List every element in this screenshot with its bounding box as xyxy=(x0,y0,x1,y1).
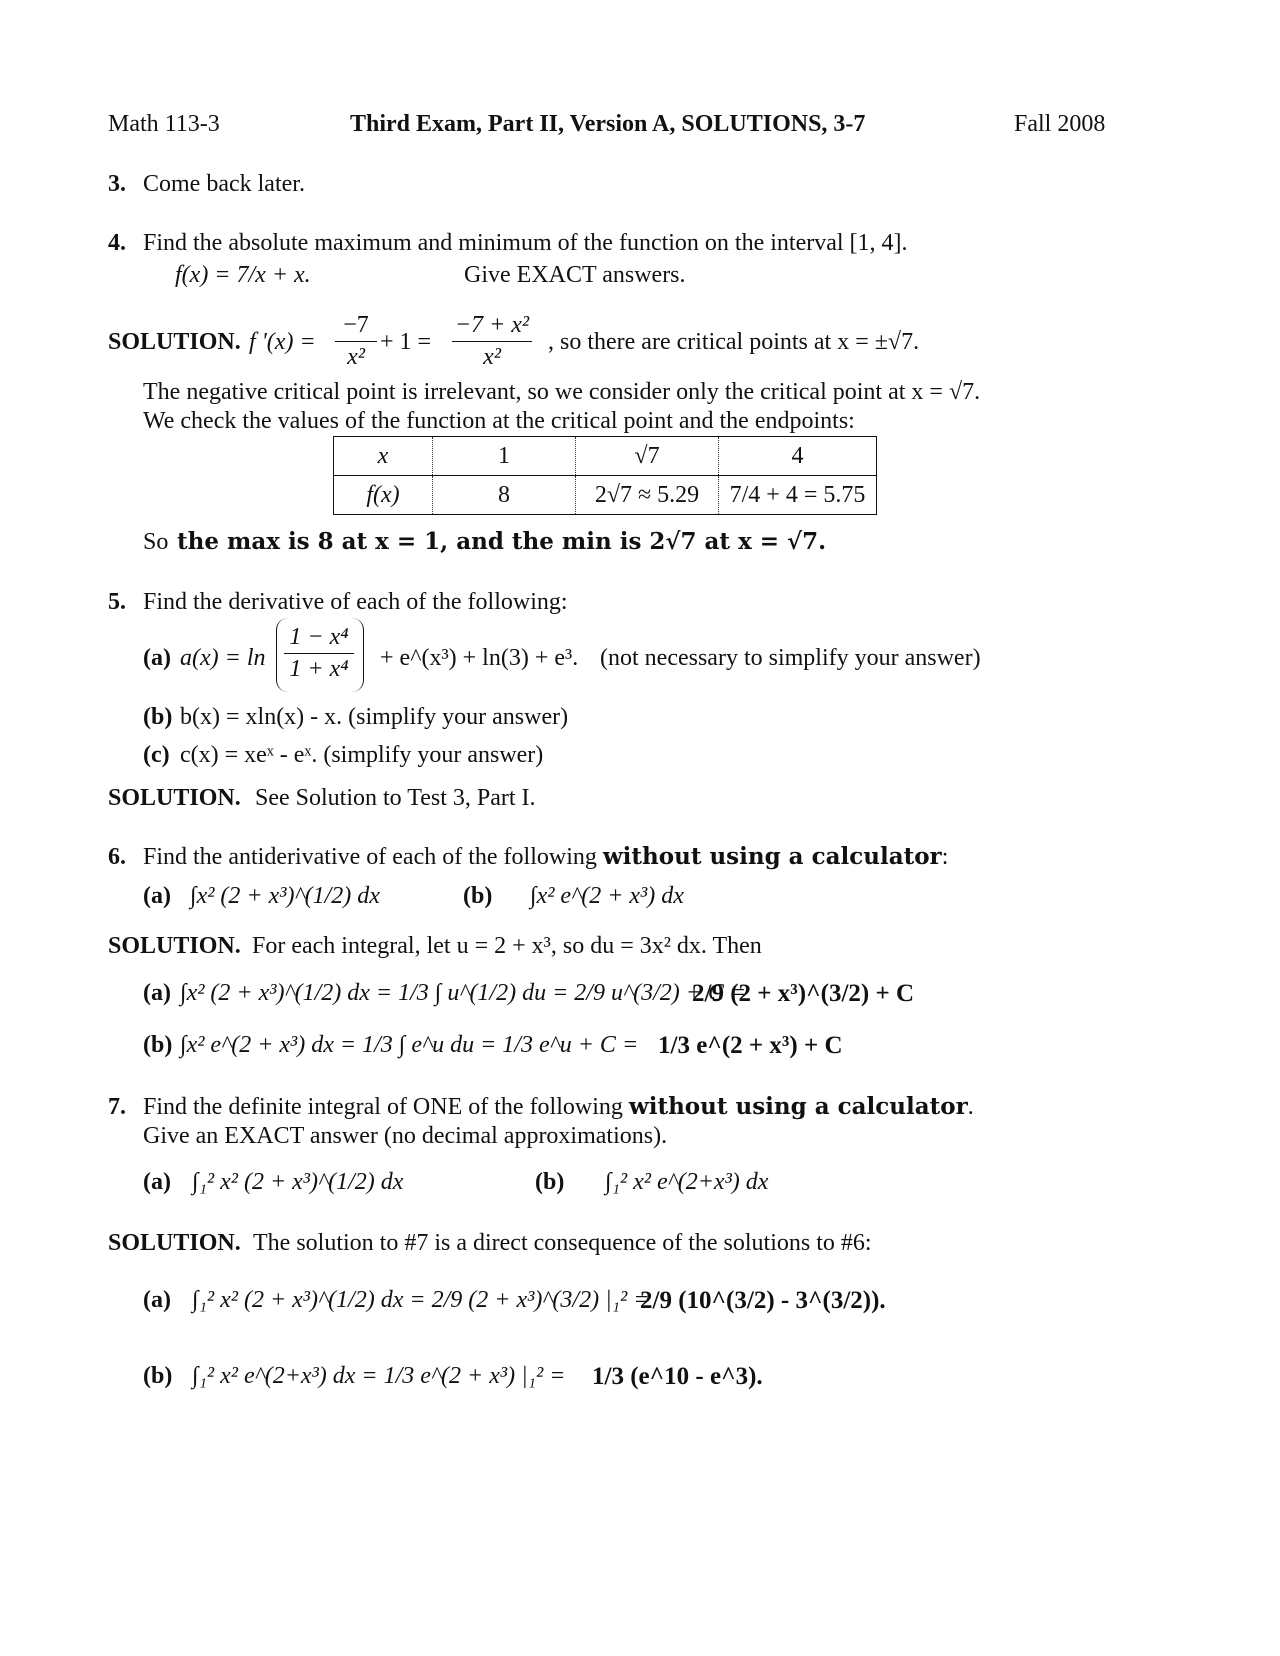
fraction-denominator: 1 + x⁴ xyxy=(289,656,349,682)
problem-4-line-3: We check the values of the function at the critical point and the endpoints: xyxy=(143,408,855,434)
page-title: Third Exam, Part II, Version A, SOLUTIONS, 3-7 xyxy=(350,111,866,137)
problem-7-prompt: Find the definite integral of ONE of the following without using a calculator. xyxy=(143,1093,974,1120)
problem-4-function: f(x) = 7/x + x. xyxy=(175,262,311,288)
problem-7b-integral: ∫₁² x² e^(2+x³) dx xyxy=(605,1169,769,1195)
fraction-2-numerator: −7 + x² xyxy=(452,312,532,342)
table-cell: 2√7 ≈ 5.29 xyxy=(576,476,719,515)
problem-5-solution-text: See Solution to Test 3, Part I. xyxy=(255,785,536,811)
problem-4-line-2: The negative critical point is irrelevant, so we consider only the critical point at x = √7. xyxy=(143,379,981,405)
problem-3-number: 3. xyxy=(108,171,126,197)
problem-4-number: 4. xyxy=(108,230,126,256)
problem-7-solution-label: SOLUTION. xyxy=(108,1230,241,1256)
prompt-text: Find the antiderivative of each of the following xyxy=(143,844,597,870)
problem-5a-rest: + e^(x³) + ln(3) + e³. xyxy=(380,645,579,671)
table-row xyxy=(334,437,877,476)
problem-5-number: 5. xyxy=(108,589,126,615)
problem-7-sol-a-label: (a) xyxy=(143,1287,171,1313)
problem-6-sol-b-answer: 1/3 e^(2 + x³) + C xyxy=(658,1032,843,1059)
problem-6a-label: (a) xyxy=(143,883,171,909)
table-cell: 4 xyxy=(719,437,877,476)
problem-7-sol-a-work: ∫₁² x² (2 + x³)^(1/2) dx = 2/9 (2 + x³)^(3/2) |₁² = xyxy=(192,1287,650,1313)
problem-6-sol-a-label: (a) xyxy=(143,980,171,1006)
problem-5b-text: b(x) = xln(x) - x. (simplify your answer) xyxy=(180,704,569,730)
problem-6a-integral: ∫x² (2 + x³)^(1/2) dx xyxy=(190,883,380,909)
table-cell: √7 xyxy=(576,437,719,476)
problem-6b-integral: ∫x² e^(2 + x³) dx xyxy=(530,883,684,909)
problem-6-sol-b-work: ∫x² e^(2 + x³) dx = 1/3 ∫ e^u du = 1/3 e^u + C = xyxy=(180,1032,639,1058)
plus-one: + 1 = xyxy=(380,329,432,355)
prompt-bold: without using a calculator xyxy=(602,843,942,870)
critical-points-text: , so there are critical points at x = ±√7. xyxy=(548,329,920,355)
fraction-numerator: 1 − x⁴ xyxy=(284,624,354,654)
problem-4-prompt: Find the absolute maximum and minimum of the function on the interval [1, 4]. xyxy=(143,230,908,256)
term-label: Fall 2008 xyxy=(1014,111,1106,137)
problem-7-line-2: Give an EXACT answer (no decimal approximations). xyxy=(143,1123,668,1149)
problem-6-prompt: Find the antiderivative of each of the following without using a calculator: xyxy=(143,843,949,870)
problem-4-solution-label: SOLUTION. xyxy=(108,329,241,355)
prompt-text: Find the definite integral of ONE of the following xyxy=(143,1094,623,1120)
problem-5b-label: (b) xyxy=(143,704,173,730)
fraction-2-denominator: x² xyxy=(483,344,501,370)
problem-5c-label: (c) xyxy=(143,742,170,768)
values-table xyxy=(333,436,877,515)
problem-7-solution-text: The solution to #7 is a direct consequence of the solutions to #6: xyxy=(253,1230,872,1256)
problem-6-sol-a-work: ∫x² (2 + x³)^(1/2) dx = 1/3 ∫ u^(1/2) du = 2/9 u^(3/2) + C = xyxy=(180,980,747,1006)
problem-3-text: Come back later. xyxy=(143,171,305,197)
table-row xyxy=(334,476,877,515)
problem-7a-label: (a) xyxy=(143,1169,171,1195)
problem-5a-note: (not necessary to simplify your answer) xyxy=(600,645,981,671)
derivative-fraction-1 xyxy=(335,312,377,371)
table-cell: 1 xyxy=(433,437,576,476)
problem-5-solution-label: SOLUTION. xyxy=(108,785,241,811)
problem-4-conclusion: the max is 8 at x = 1, and the min is 2√7 at x = √7. xyxy=(177,528,827,555)
derivative-fraction-2 xyxy=(452,312,532,371)
problem-7-number: 7. xyxy=(108,1094,126,1120)
problem-6-sol-a-answer: 2/9 (2 + x³)^(3/2) + C xyxy=(692,980,915,1007)
table-cell: 7/4 + 4 = 5.75 xyxy=(719,476,877,515)
problem-7-sol-b-work: ∫₁² x² e^(2+x³) dx = 1/3 e^(2 + x³) |₁² = xyxy=(192,1363,566,1389)
problem-5c-text: c(x) = xeˣ - eˣ. (simplify your answer) xyxy=(180,742,544,768)
problem-7-sol-b-label: (b) xyxy=(143,1363,173,1389)
fraction-1-numerator: −7 xyxy=(335,312,377,342)
problem-7b-label: (b) xyxy=(535,1169,565,1195)
problem-7-sol-b-answer: 1/3 (e^10 - e^3). xyxy=(592,1363,763,1390)
problem-6b-label: (b) xyxy=(463,883,493,909)
prompt-bold: without using a calculator xyxy=(628,1093,968,1120)
conclusion-prefix: So xyxy=(143,529,169,555)
problem-6-sol-b-label: (b) xyxy=(143,1032,173,1058)
table-cell: 8 xyxy=(433,476,576,515)
fraction-1-denominator: x² xyxy=(347,344,365,370)
problem-6-number: 6. xyxy=(108,844,126,870)
problem-5a-label: (a) xyxy=(143,645,171,671)
derivative-lhs: f '(x) = xyxy=(249,329,316,355)
problem-5a-lhs: a(x) = ln xyxy=(180,645,266,671)
problem-5a-fraction xyxy=(284,624,354,683)
problem-5-prompt: Find the derivative of each of the following: xyxy=(143,589,568,615)
problem-6-solution-text: For each integral, let u = 2 + x³, so du = 3x² dx. Then xyxy=(252,933,762,959)
table-cell: f(x) xyxy=(334,476,433,515)
problem-6-solution-label: SOLUTION. xyxy=(108,933,241,959)
problem-7a-integral: ∫₁² x² (2 + x³)^(1/2) dx xyxy=(192,1169,404,1195)
problem-4-hint: Give EXACT answers. xyxy=(464,262,686,288)
problem-7-sol-a-answer: 2/9 (10^(3/2) - 3^(3/2)). xyxy=(640,1287,886,1314)
table-cell: x xyxy=(377,442,389,469)
course-label: Math 113-3 xyxy=(108,111,220,137)
